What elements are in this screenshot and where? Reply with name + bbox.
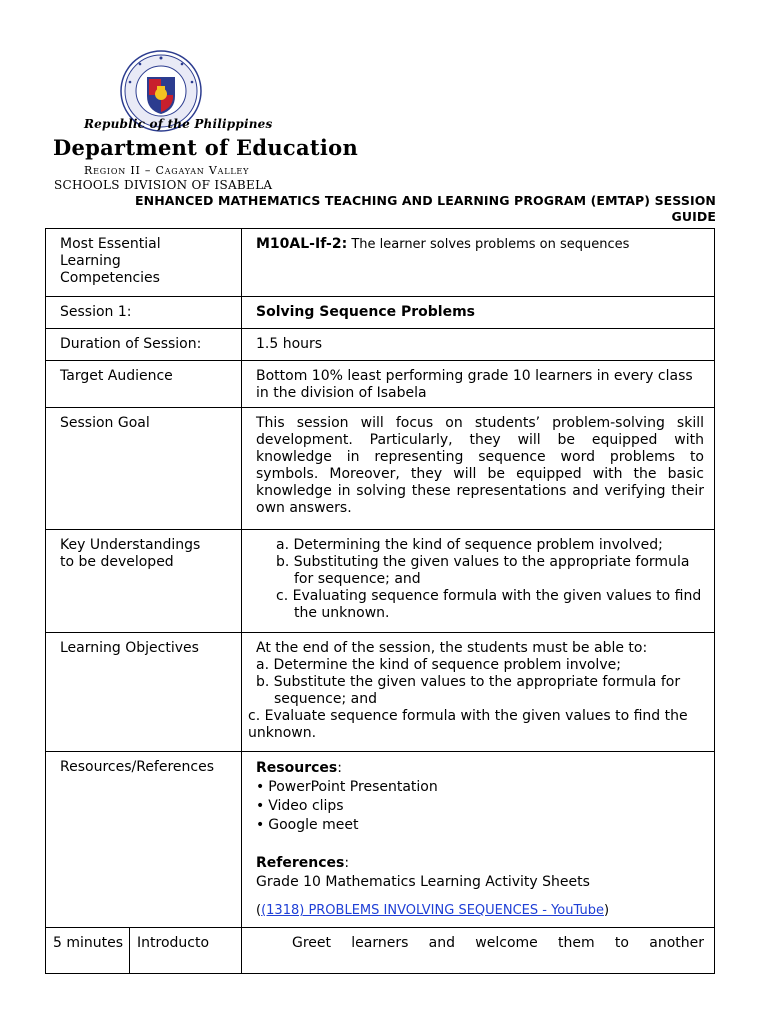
objectives-value: [242, 633, 715, 752]
session-label: Session 1:: [46, 297, 242, 329]
division-heading: SCHOOLS DIVISION OF ISABELA: [54, 178, 273, 192]
department-heading: Department of Education: [53, 135, 359, 160]
objectives-intro: At the end of the session, the students must be able to:: [256, 640, 648, 656]
melc-code: M10AL-If-2:: [256, 236, 348, 252]
objective-item-b: b. Substitute the given values to the appropriate formula for sequence; and: [256, 674, 681, 707]
audience-value: Bottom 10% least performing grade 10 learners in every class in the division of Isabela: [242, 361, 715, 408]
republic-heading: Republic of the Philippines: [84, 117, 273, 131]
link-open-paren: (: [256, 903, 262, 918]
youtube-reference-link[interactable]: (1318) PROBLEMS INVOLVING SEQUENCES - YouTube: [261, 903, 604, 918]
intro-row: [46, 928, 715, 974]
understanding-item: c. Evaluating sequence formula with the given values to find the unknown.: [276, 588, 702, 621]
goal-row: [46, 408, 715, 530]
references-heading: References: [256, 855, 345, 871]
duration-label: Duration of Session:: [46, 329, 242, 361]
resource-item: • Video clips: [256, 797, 704, 816]
resources-row: [46, 752, 715, 928]
objectives-row: [46, 633, 715, 752]
intro-text: Greet learners and welcome them to another: [242, 928, 715, 974]
duration-row: [46, 329, 715, 361]
understanding-item: b. Substituting the given values to the appropriate formula for sequence; and: [276, 554, 690, 587]
objective-item-c: c. Evaluate sequence formula with the given values to find the unknown.: [248, 708, 688, 741]
document-title-line1: ENHANCED MATHEMATICS TEACHING AND LEARNING PROGRAM (EMTAP) SESSION: [135, 193, 716, 208]
session-title: Solving Sequence Problems: [242, 297, 715, 329]
intro-time: 5 minutes: [46, 928, 130, 974]
resources-heading: Resources: [256, 760, 338, 776]
melc-text: The learner solves problems on sequences: [347, 237, 630, 252]
session-row: [46, 297, 715, 329]
link-close-paren: ): [603, 903, 610, 918]
objective-item-a: a. Determine the kind of sequence problem involve;: [256, 657, 621, 673]
resources-list: [256, 778, 704, 835]
goal-value: This session will focus on students’ problem-solving skill development. Particularly, they will be equipped with knowledge in representing sequence word problems to symbols. Moreover, they will be equipped with the basic knowledge in solving these representations and verifying their own answers.: [242, 408, 715, 530]
understandings-value: [242, 530, 715, 633]
goal-label: Session Goal: [46, 408, 242, 530]
understanding-item: a. Determining the kind of sequence problem involved;: [276, 537, 663, 553]
session-guide-table: [45, 228, 715, 974]
understandings-row: [46, 530, 715, 633]
resource-item: • Google meet: [256, 816, 704, 835]
melc-label: Most Essential Learning Competencies: [46, 229, 242, 297]
region-heading: Region II – Cagayan Valley: [84, 164, 250, 177]
audience-label: Target Audience: [46, 361, 242, 408]
resources-value: Resources: • PowerPoint Presentation • Video clips • Google meet References: Grade 10 Mathematics Learning Activity Sheets ((1318) PROBLEMS INVOLVING SEQUENCES - YouTube): [242, 752, 715, 928]
objectives-label: Learning Objectives: [46, 633, 242, 752]
resource-item: • PowerPoint Presentation: [256, 778, 704, 797]
understandings-label: Key Understandings to be developed: [46, 530, 242, 633]
document-title: [60, 193, 716, 225]
intro-phase: Introducto: [130, 928, 242, 974]
duration-value: 1.5 hours: [242, 329, 715, 361]
reference-text: Grade 10 Mathematics Learning Activity Sheets: [256, 874, 590, 890]
resources-label: Resources/References: [46, 752, 242, 928]
audience-row: [46, 361, 715, 408]
melc-row: [46, 229, 715, 297]
melc-value: [242, 229, 715, 297]
document-title-line2: GUIDE: [671, 209, 716, 224]
